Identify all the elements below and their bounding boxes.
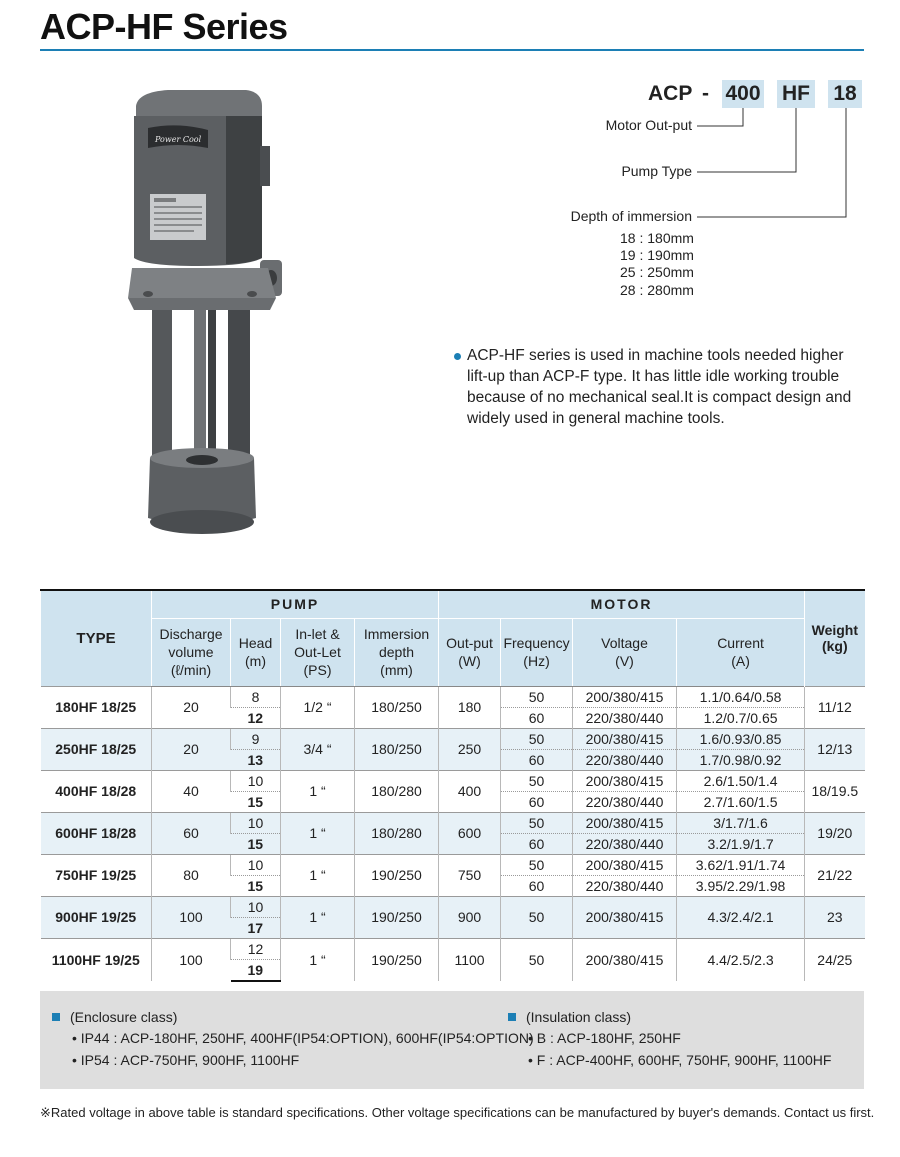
header-line: Weight <box>811 622 859 639</box>
cell-head: 10 <box>231 770 281 791</box>
enclosure-item: • IP44 : ACP-180HF, 250HF, 400HF(IP54:OPTION), 600HF(IP54:OPTION) <box>72 1030 534 1046</box>
depth-label: Depth of immersion <box>570 208 692 224</box>
insulation-notes <box>508 1007 831 1071</box>
header-line: (Hz) <box>523 653 550 669</box>
cell-inlet: 1 “ <box>281 854 355 896</box>
cell-weight: 11/12 <box>805 686 865 728</box>
header-line: Current <box>717 635 764 651</box>
cell-head: 8 <box>231 686 281 707</box>
cell-frequency: 50 <box>501 686 573 707</box>
cell-discharge: 20 <box>152 728 231 770</box>
cell-weight: 18/19.5 <box>805 770 865 812</box>
header-line: (kg) <box>821 638 848 655</box>
cell-inlet: 1/2 “ <box>281 686 355 728</box>
cell-head: 9 <box>231 728 281 749</box>
col-header-inlet <box>281 618 355 686</box>
cell-output: 750 <box>439 854 501 896</box>
enclosure-item: • IP54 : ACP-750HF, 900HF, 1100HF <box>72 1052 300 1068</box>
header-line: (V) <box>615 653 634 669</box>
cell-head: 17 <box>231 917 281 938</box>
cell-type: 250HF 18/25 <box>41 728 152 770</box>
cell-discharge: 100 <box>152 896 231 938</box>
cell-output: 400 <box>439 770 501 812</box>
col-header-output <box>439 618 501 686</box>
col-header-voltage <box>573 618 677 686</box>
cell-voltage: 220/380/440 <box>573 707 677 728</box>
cell-discharge: 40 <box>152 770 231 812</box>
table-row <box>41 938 865 959</box>
cell-depth: 190/250 <box>355 938 439 981</box>
cell-voltage: 220/380/440 <box>573 875 677 896</box>
cell-voltage: 200/380/415 <box>573 896 677 938</box>
code-prefix: ACP <box>648 82 693 105</box>
header-line: Immersion <box>363 626 430 642</box>
cell-frequency: 60 <box>501 833 573 854</box>
depth-option: 19 : 190mm <box>620 247 694 263</box>
header-line: volume <box>168 644 214 660</box>
enclosure-notes <box>52 1007 534 1071</box>
cell-frequency: 60 <box>501 749 573 770</box>
col-header-immersion <box>355 618 439 686</box>
cell-head: 15 <box>231 833 281 854</box>
col-header-frequency <box>501 618 573 686</box>
cell-discharge: 60 <box>152 812 231 854</box>
cell-current: 3.62/1.91/1.74 <box>677 854 805 875</box>
cell-head: 10 <box>231 812 281 833</box>
insulation-item: • B : ACP-180HF, 250HF <box>528 1030 681 1046</box>
depth-option: 28 : 280mm <box>620 282 694 298</box>
cell-voltage: 200/380/415 <box>573 812 677 833</box>
cell-current: 1.7/0.98/0.92 <box>677 749 805 770</box>
footnote: ※Rated voltage in above table is standard specifications. Other voltage specifications can be manufactured by buyer's demands. Contact us first. <box>40 1105 875 1120</box>
insulation-item: • F : ACP-400HF, 600HF, 750HF, 900HF, 1100HF <box>528 1052 832 1068</box>
cell-weight: 24/25 <box>805 938 865 981</box>
series-description <box>454 345 866 429</box>
cell-head: 19 <box>231 959 281 981</box>
header-line: (m) <box>245 653 266 669</box>
col-group-pump: PUMP <box>152 590 439 618</box>
cell-type: 180HF 18/25 <box>41 686 152 728</box>
cell-current: 1.6/0.93/0.85 <box>677 728 805 749</box>
header-line: (A) <box>731 653 750 669</box>
enclosure-heading: (Enclosure class) <box>70 1009 178 1025</box>
table-row <box>41 728 865 749</box>
cell-voltage: 200/380/415 <box>573 770 677 791</box>
col-header-discharge <box>152 618 231 686</box>
header-line: Out-Let <box>294 644 341 660</box>
cell-voltage: 200/380/415 <box>573 686 677 707</box>
header-line: Head <box>238 635 273 651</box>
cell-current: 3/1.7/1.6 <box>677 812 805 833</box>
header-line: In-let & <box>295 626 340 642</box>
motor-output-label: Motor Out-put <box>605 117 692 133</box>
cell-inlet: 1 “ <box>281 938 355 981</box>
square-bullet-icon <box>508 1013 516 1021</box>
cell-type: 1100HF 19/25 <box>41 938 152 981</box>
cell-type: 750HF 19/25 <box>41 854 152 896</box>
cell-head: 15 <box>231 791 281 812</box>
cell-inlet: 1 “ <box>281 896 355 938</box>
cell-discharge: 100 <box>152 938 231 981</box>
cell-depth: 180/250 <box>355 686 439 728</box>
col-header-head <box>231 618 281 686</box>
cell-weight: 12/13 <box>805 728 865 770</box>
cell-weight: 23 <box>805 896 865 938</box>
table-row <box>41 686 865 707</box>
cell-inlet: 1 “ <box>281 770 355 812</box>
cell-inlet: 3/4 “ <box>281 728 355 770</box>
cell-output: 900 <box>439 896 501 938</box>
depth-option: 18 : 180mm <box>620 230 694 246</box>
code-type: HF <box>777 80 815 108</box>
cell-depth: 180/280 <box>355 770 439 812</box>
col-header-type: TYPE <box>41 590 152 686</box>
header-line: depth <box>378 644 415 660</box>
cell-frequency: 60 <box>501 791 573 812</box>
cell-type: 900HF 19/25 <box>41 896 152 938</box>
cell-current: 1.1/0.64/0.58 <box>677 686 805 707</box>
cell-frequency: 50 <box>501 812 573 833</box>
cell-current: 3.2/1.9/1.7 <box>677 833 805 854</box>
cell-type: 400HF 18/28 <box>41 770 152 812</box>
cell-frequency: 60 <box>501 875 573 896</box>
cell-current: 2.6/1.50/1.4 <box>677 770 805 791</box>
table-row <box>41 896 865 917</box>
cell-depth: 190/250 <box>355 854 439 896</box>
pump-type-label: Pump Type <box>621 163 692 179</box>
cell-output: 1100 <box>439 938 501 981</box>
cell-weight: 19/20 <box>805 812 865 854</box>
square-bullet-icon <box>52 1013 60 1021</box>
cell-frequency: 50 <box>501 896 573 938</box>
col-group-motor: MOTOR <box>439 590 805 618</box>
code-motor: 400 <box>722 80 764 108</box>
cell-head: 13 <box>231 749 281 770</box>
title-divider <box>40 49 864 51</box>
cell-current: 4.4/2.5/2.3 <box>677 938 805 981</box>
page-title: ACP-HF Series <box>40 6 288 47</box>
header-line: (PS) <box>303 662 332 678</box>
cell-head: 10 <box>231 896 281 917</box>
cell-voltage: 220/380/440 <box>573 791 677 812</box>
cell-head: 12 <box>231 938 281 959</box>
cell-depth: 180/250 <box>355 728 439 770</box>
cell-voltage: 220/380/440 <box>573 833 677 854</box>
code-dash: - <box>702 82 709 105</box>
table-row <box>41 812 865 833</box>
spec-table <box>40 589 865 982</box>
header-line: (mm) <box>380 662 413 678</box>
cell-voltage: 200/380/415 <box>573 728 677 749</box>
table-row <box>41 854 865 875</box>
header-line: Frequency <box>503 635 570 651</box>
code-depth: 18 <box>828 80 862 108</box>
cell-current: 3.95/2.29/1.98 <box>677 875 805 896</box>
cell-frequency: 50 <box>501 728 573 749</box>
header-line: Discharge <box>159 626 223 642</box>
cell-discharge: 80 <box>152 854 231 896</box>
insulation-heading: (Insulation class) <box>526 1009 632 1025</box>
cell-frequency: 50 <box>501 938 573 981</box>
class-notes <box>40 991 864 1089</box>
brand-label: Power Cool <box>155 135 202 144</box>
cell-head: 15 <box>231 875 281 896</box>
cell-current: 1.2/0.7/0.65 <box>677 707 805 728</box>
col-header-weight <box>805 590 865 686</box>
cell-depth: 190/250 <box>355 896 439 938</box>
cell-output: 600 <box>439 812 501 854</box>
col-header-current <box>677 618 805 686</box>
header-line: (W) <box>458 653 481 669</box>
cell-depth: 180/280 <box>355 812 439 854</box>
cell-frequency: 50 <box>501 854 573 875</box>
cell-frequency: 60 <box>501 707 573 728</box>
cell-weight: 21/22 <box>805 854 865 896</box>
table-row <box>41 770 865 791</box>
cell-current: 4.3/2.4/2.1 <box>677 896 805 938</box>
pump-image <box>128 88 298 548</box>
cell-discharge: 20 <box>152 686 231 728</box>
cell-head: 12 <box>231 707 281 728</box>
header-line: Voltage <box>601 635 648 651</box>
cell-head: 10 <box>231 854 281 875</box>
cell-type: 600HF 18/28 <box>41 812 152 854</box>
header-line: Out-put <box>446 635 493 651</box>
depth-option: 25 : 250mm <box>620 264 694 280</box>
cell-output: 250 <box>439 728 501 770</box>
cell-current: 2.7/1.60/1.5 <box>677 791 805 812</box>
cell-voltage: 220/380/440 <box>573 749 677 770</box>
header-line: (ℓ/min) <box>170 662 212 678</box>
bullet-icon <box>454 353 461 360</box>
cell-voltage: 200/380/415 <box>573 854 677 875</box>
cell-frequency: 50 <box>501 770 573 791</box>
description-text: ACP-HF series is used in machine tools needed higher lift-up than ACP-F type. It has little idle working trouble because of no mechanical seal.It is compact design and widely used in general machine tools. <box>467 347 852 427</box>
cell-voltage: 200/380/415 <box>573 938 677 981</box>
cell-inlet: 1 “ <box>281 812 355 854</box>
cell-output: 180 <box>439 686 501 728</box>
